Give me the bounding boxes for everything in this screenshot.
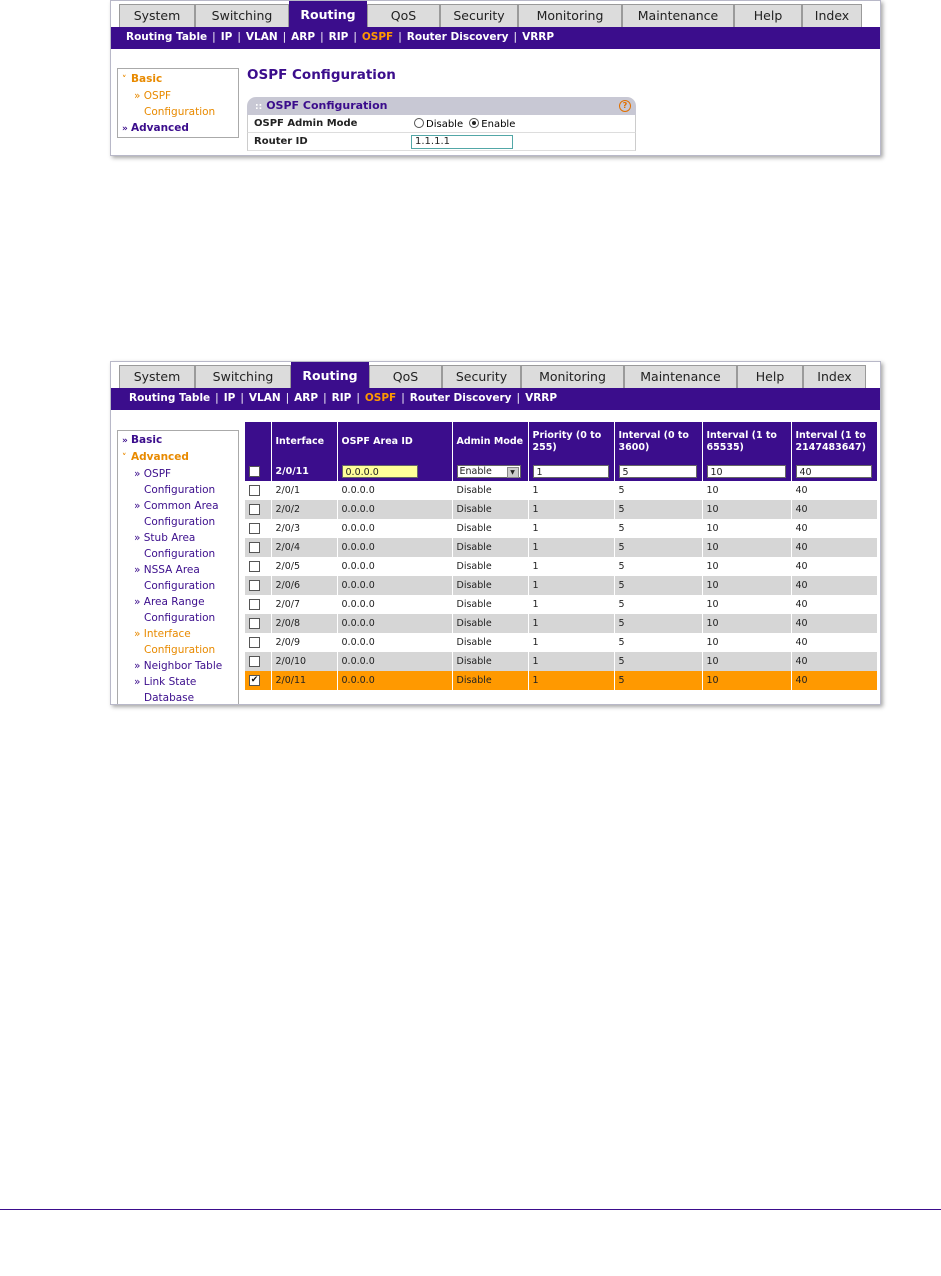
- row-checkbox-cell: [245, 595, 271, 614]
- header-hello-interval: Interval (1 to 65535): [702, 422, 791, 461]
- routing-subnav: Routing Table | IP | VLAN | ARP | RIP | OSPF | Router Discovery | VRRP: [111, 388, 880, 410]
- cell-i3: 40: [791, 557, 877, 576]
- table-header-row: [245, 422, 877, 461]
- cell-i1: 5: [614, 576, 702, 595]
- row-checkbox-cell: [245, 481, 271, 500]
- router-id-label: Router ID: [254, 136, 308, 147]
- row-checkbox[interactable]: [249, 580, 260, 591]
- sidebar-item-label: Configuration: [144, 612, 216, 624]
- main-tab-bar: [111, 362, 880, 388]
- cell-i3: 40: [791, 614, 877, 633]
- table-row[interactable]: [245, 652, 877, 671]
- cell-area: 0.0.0.0: [337, 652, 452, 671]
- sidebar-item-14[interactable]: [118, 658, 238, 674]
- row-checkbox-cell: [245, 538, 271, 557]
- cell-interface: 2/0/11: [271, 671, 337, 690]
- subnav-routing-table[interactable]: Routing Table: [129, 392, 211, 404]
- row-checkbox[interactable]: [249, 504, 260, 515]
- sidebar-item-label: Database: [144, 692, 195, 704]
- sidebar-advanced-label: Advanced: [131, 122, 189, 134]
- cell-i1: 5: [614, 595, 702, 614]
- cell-interface: 2/0/3: [271, 519, 337, 538]
- sidebar-item-4[interactable]: [118, 498, 238, 514]
- row-checkbox-cell: [245, 500, 271, 519]
- interface-config-table: [245, 422, 878, 690]
- cell-interface: 2/0/9: [271, 633, 337, 652]
- row-checkbox-cell: [245, 671, 271, 690]
- subnav-ip[interactable]: IP: [220, 31, 233, 43]
- header-retransmit-interval: Interval (0 to 3600): [614, 422, 702, 461]
- sidebar-item-ospf[interactable]: » OSPF: [134, 90, 172, 102]
- cell-mode: Disable: [452, 500, 528, 519]
- chevron-right-icon: »: [122, 436, 128, 446]
- cell-i1: 5: [614, 633, 702, 652]
- cell-i2: 10: [702, 500, 791, 519]
- page-footer-rule: [0, 1209, 941, 1210]
- tab-help[interactable]: Help: [737, 365, 803, 388]
- cell-mode: Disable: [452, 595, 528, 614]
- tab-qos[interactable]: QoS: [369, 365, 442, 388]
- header-admin-mode: Admin Mode: [452, 422, 528, 461]
- subnav-vrrp[interactable]: VRRP: [525, 392, 558, 404]
- tab-monitoring[interactable]: Monitoring: [518, 4, 622, 27]
- cell-i3: 40: [791, 538, 877, 557]
- admin-mode-radio-group: [414, 118, 515, 130]
- sidebar-item-label: Configuration: [144, 580, 216, 592]
- cell-area: 0.0.0.0: [337, 595, 452, 614]
- cell-area: 0.0.0.0: [337, 614, 452, 633]
- subnav-router-discovery[interactable]: Router Discovery: [409, 392, 512, 404]
- row-checkbox[interactable]: [249, 561, 260, 572]
- edit-i2-cell: [702, 461, 791, 481]
- sidebar-item-6[interactable]: [118, 530, 238, 546]
- tab-system[interactable]: System: [119, 4, 195, 27]
- cell-priority: 1: [528, 633, 614, 652]
- router-id-input[interactable]: 1.1.1.1: [411, 135, 513, 149]
- tab-maintenance[interactable]: Maintenance: [624, 365, 737, 388]
- tab-system[interactable]: System: [119, 365, 195, 388]
- tab-switching[interactable]: Switching: [195, 365, 291, 388]
- chevron-right-icon: »: [122, 124, 128, 134]
- cell-area: 0.0.0.0: [337, 538, 452, 557]
- sidebar-item-ospf-configuration[interactable]: Configuration: [144, 106, 216, 118]
- row-checkbox-cell: [245, 652, 271, 671]
- sidebar-advanced[interactable]: [118, 120, 238, 137]
- subnav-vlan[interactable]: VLAN: [248, 392, 281, 404]
- cell-mode: Disable: [452, 538, 528, 557]
- cell-area: 0.0.0.0: [337, 519, 452, 538]
- cell-interface: 2/0/4: [271, 538, 337, 557]
- cell-i2: 10: [702, 633, 791, 652]
- table-row[interactable]: [245, 481, 877, 500]
- subnav-ip[interactable]: IP: [223, 392, 236, 404]
- admin-mode-select[interactable]: [457, 465, 521, 478]
- sidebar-item-label: » NSSA Area: [134, 564, 200, 576]
- cell-i1: 5: [614, 671, 702, 690]
- chevron-down-icon: ˅: [122, 453, 127, 463]
- sidebar-item-label: » OSPF: [134, 468, 172, 480]
- cell-interface: 2/0/1: [271, 481, 337, 500]
- sidebar-basic-label: Basic: [131, 73, 163, 85]
- table-row[interactable]: [245, 500, 877, 519]
- edit-interface: 2/0/11: [271, 461, 337, 481]
- cell-i1: 5: [614, 614, 702, 633]
- edit-row-checkbox[interactable]: [249, 466, 260, 477]
- dropdown-arrow-icon: ▼: [507, 467, 519, 478]
- cell-priority: 1: [528, 576, 614, 595]
- tab-routing[interactable]: Routing: [291, 362, 369, 388]
- main-tab-bar: [111, 1, 880, 27]
- cell-mode: Disable: [452, 671, 528, 690]
- sidebar-item-label: » Interface: [134, 628, 191, 640]
- cell-i2: 10: [702, 671, 791, 690]
- cell-i3: 40: [791, 671, 877, 690]
- cell-i1: 5: [614, 519, 702, 538]
- subnav-arp[interactable]: ARP: [291, 31, 316, 43]
- cell-i2: 10: [702, 481, 791, 500]
- edit-row-checkbox-cell: [245, 461, 271, 481]
- subnav-router-discovery[interactable]: Router Discovery: [406, 31, 509, 43]
- table-row[interactable]: [245, 671, 877, 690]
- subnav-vrrp[interactable]: VRRP: [522, 31, 555, 43]
- cell-i2: 10: [702, 519, 791, 538]
- cell-i3: 40: [791, 519, 877, 538]
- sidebar: [117, 68, 239, 138]
- tab-monitoring[interactable]: Monitoring: [521, 365, 624, 388]
- cell-priority: 1: [528, 500, 614, 519]
- cell-priority: 1: [528, 595, 614, 614]
- edit-mode-cell: [452, 461, 528, 481]
- cell-mode: Disable: [452, 519, 528, 538]
- row-checkbox[interactable]: [249, 542, 260, 553]
- help-icon[interactable]: ?: [619, 100, 631, 112]
- admin-mode-label: OSPF Admin Mode: [254, 118, 358, 129]
- cell-priority: 1: [528, 614, 614, 633]
- row-checkbox[interactable]: [249, 485, 260, 496]
- table-row[interactable]: [245, 595, 877, 614]
- cell-interface: 2/0/10: [271, 652, 337, 671]
- subnav-arp[interactable]: ARP: [294, 392, 319, 404]
- sidebar-item-8[interactable]: [118, 562, 238, 578]
- sidebar-item-3[interactable]: [118, 482, 238, 498]
- edit-i1-cell: [614, 461, 702, 481]
- sidebar-item-9[interactable]: [118, 578, 238, 594]
- cell-i3: 40: [791, 652, 877, 671]
- disable-radio-label: Disable: [426, 119, 464, 130]
- tab-routing[interactable]: Routing: [289, 1, 367, 27]
- priority-input[interactable]: 1: [533, 465, 609, 478]
- dead-interval-input[interactable]: 40: [796, 465, 872, 478]
- row-checkbox-checked[interactable]: [249, 675, 260, 686]
- sidebar-item-label: » Stub Area: [134, 532, 196, 544]
- cell-interface: 2/0/2: [271, 500, 337, 519]
- cell-interface: 2/0/8: [271, 614, 337, 633]
- sidebar-item-label: Configuration: [144, 516, 216, 528]
- subnav-ospf[interactable]: OSPF: [361, 31, 394, 43]
- hello-interval-input[interactable]: 10: [707, 465, 786, 478]
- cell-i3: 40: [791, 500, 877, 519]
- cell-interface: 2/0/6: [271, 576, 337, 595]
- chevron-down-icon: ˅: [122, 75, 127, 85]
- retransmit-interval-input[interactable]: 5: [619, 465, 697, 478]
- sidebar-item-label: Configuration: [144, 644, 216, 656]
- cell-interface: 2/0/5: [271, 557, 337, 576]
- cell-mode: Disable: [452, 614, 528, 633]
- cell-i3: 40: [791, 481, 877, 500]
- row-checkbox[interactable]: [249, 637, 260, 648]
- cell-area: 0.0.0.0: [337, 500, 452, 519]
- cell-priority: 1: [528, 519, 614, 538]
- table-row[interactable]: [245, 538, 877, 557]
- cell-mode: Disable: [452, 652, 528, 671]
- area-id-input[interactable]: 0.0.0.0: [342, 465, 418, 478]
- cell-i3: 40: [791, 633, 877, 652]
- sidebar-item-label: » Area Range: [134, 596, 205, 608]
- admin-mode-row: [247, 115, 636, 133]
- checkmark-icon: ✔: [250, 675, 259, 685]
- cell-area: 0.0.0.0: [337, 576, 452, 595]
- sidebar-item-12[interactable]: [118, 626, 238, 642]
- cell-i3: 40: [791, 595, 877, 614]
- tab-maintenance[interactable]: Maintenance: [622, 4, 734, 27]
- cell-i3: 40: [791, 576, 877, 595]
- cell-i2: 10: [702, 557, 791, 576]
- panel-title: OSPF Configuration: [266, 99, 388, 112]
- ospf-interface-configuration-screenshot: [110, 361, 881, 705]
- sidebar: [117, 430, 239, 705]
- tab-index[interactable]: Index: [803, 365, 866, 388]
- tab-security[interactable]: Security: [440, 4, 518, 27]
- sidebar-basic[interactable]: [118, 71, 238, 88]
- cell-mode: Disable: [452, 576, 528, 595]
- header-dead-interval: Interval (1 to 2147483647): [791, 422, 877, 461]
- cell-mode: Disable: [452, 481, 528, 500]
- row-checkbox-cell: [245, 557, 271, 576]
- table-row[interactable]: [245, 519, 877, 538]
- tab-switching[interactable]: Switching: [195, 4, 289, 27]
- tab-help[interactable]: Help: [734, 4, 802, 27]
- ospf-configuration-screenshot: [110, 0, 881, 156]
- cell-area: 0.0.0.0: [337, 633, 452, 652]
- sidebar-item-label: » Common Area: [134, 500, 219, 512]
- enable-radio[interactable]: [469, 118, 479, 128]
- subnav-ospf[interactable]: OSPF: [364, 392, 397, 404]
- cell-area: 0.0.0.0: [337, 671, 452, 690]
- table-row[interactable]: [245, 557, 877, 576]
- cell-i2: 10: [702, 652, 791, 671]
- panel-header: [247, 97, 636, 115]
- row-checkbox-cell: [245, 576, 271, 595]
- subnav-vlan[interactable]: VLAN: [245, 31, 278, 43]
- row-checkbox[interactable]: [249, 656, 260, 667]
- router-id-row: [247, 133, 636, 151]
- cell-area: 0.0.0.0: [337, 481, 452, 500]
- sidebar-item-label: » Neighbor Table: [134, 660, 223, 672]
- disable-radio[interactable]: [414, 118, 424, 128]
- header-interface: Interface: [271, 422, 337, 461]
- cell-interface: 2/0/7: [271, 595, 337, 614]
- sidebar-item-16[interactable]: [118, 690, 238, 705]
- tab-security[interactable]: Security: [442, 365, 521, 388]
- table-row[interactable]: [245, 576, 877, 595]
- sidebar-item-1[interactable]: [118, 449, 238, 466]
- sidebar-item-7[interactable]: [118, 546, 238, 562]
- table-row[interactable]: [245, 614, 877, 633]
- drag-grip-icon: ::: [255, 102, 263, 112]
- row-checkbox-cell: [245, 614, 271, 633]
- sidebar-item-5[interactable]: [118, 514, 238, 530]
- row-checkbox[interactable]: [249, 599, 260, 610]
- routing-subnav: Routing Table | IP | VLAN | ARP | RIP | OSPF | Router Discovery | VRRP: [111, 27, 880, 49]
- tab-qos[interactable]: QoS: [367, 4, 440, 27]
- sidebar-item-10[interactable]: [118, 594, 238, 610]
- sidebar-item-15[interactable]: [118, 674, 238, 690]
- cell-i1: 5: [614, 481, 702, 500]
- edit-priority-cell: [528, 461, 614, 481]
- header-priority: Priority (0 to 255): [528, 422, 614, 461]
- admin-mode-select-value: Enable: [459, 465, 492, 477]
- cell-mode: Disable: [452, 557, 528, 576]
- sidebar-item-11[interactable]: [118, 610, 238, 626]
- ospf-config-panel: [247, 97, 636, 156]
- cell-i1: 5: [614, 557, 702, 576]
- row-checkbox-cell: [245, 519, 271, 538]
- cell-i2: 10: [702, 538, 791, 557]
- edit-row: [245, 461, 877, 481]
- cell-i1: 5: [614, 538, 702, 557]
- tab-index[interactable]: Index: [802, 4, 862, 27]
- row-checkbox-cell: [245, 633, 271, 652]
- cell-i2: 10: [702, 576, 791, 595]
- sidebar-item-2[interactable]: [118, 466, 238, 482]
- sidebar-item-label: Advanced: [131, 451, 189, 463]
- cell-area: 0.0.0.0: [337, 557, 452, 576]
- subnav-routing-table[interactable]: Routing Table: [126, 31, 208, 43]
- cell-priority: 1: [528, 652, 614, 671]
- cell-priority: 1: [528, 671, 614, 690]
- cell-mode: Disable: [452, 633, 528, 652]
- cell-i2: 10: [702, 595, 791, 614]
- row-checkbox[interactable]: [249, 618, 260, 629]
- sidebar-item-0[interactable]: [118, 432, 238, 449]
- cell-priority: 1: [528, 481, 614, 500]
- subnav-rip[interactable]: RIP: [331, 392, 352, 404]
- cell-priority: 1: [528, 557, 614, 576]
- edit-i3-cell: [791, 461, 877, 481]
- sidebar-item-label: Configuration: [144, 548, 216, 560]
- sidebar-item-label: Configuration: [144, 484, 216, 496]
- row-checkbox[interactable]: [249, 523, 260, 534]
- sidebar-item-label: » Link State: [134, 676, 197, 688]
- cell-i1: 5: [614, 652, 702, 671]
- sidebar-item-label: Basic: [131, 434, 163, 446]
- subnav-rip[interactable]: RIP: [328, 31, 349, 43]
- page-title: OSPF Configuration: [247, 67, 396, 83]
- sidebar-item-13[interactable]: [118, 642, 238, 658]
- cell-i2: 10: [702, 614, 791, 633]
- cell-priority: 1: [528, 538, 614, 557]
- enable-radio-label: Enable: [481, 119, 516, 130]
- cell-i1: 5: [614, 500, 702, 519]
- table-row[interactable]: [245, 633, 877, 652]
- edit-area-cell: [337, 461, 452, 481]
- select-all-header: [245, 422, 271, 461]
- header-area-id: OSPF Area ID: [337, 422, 452, 461]
